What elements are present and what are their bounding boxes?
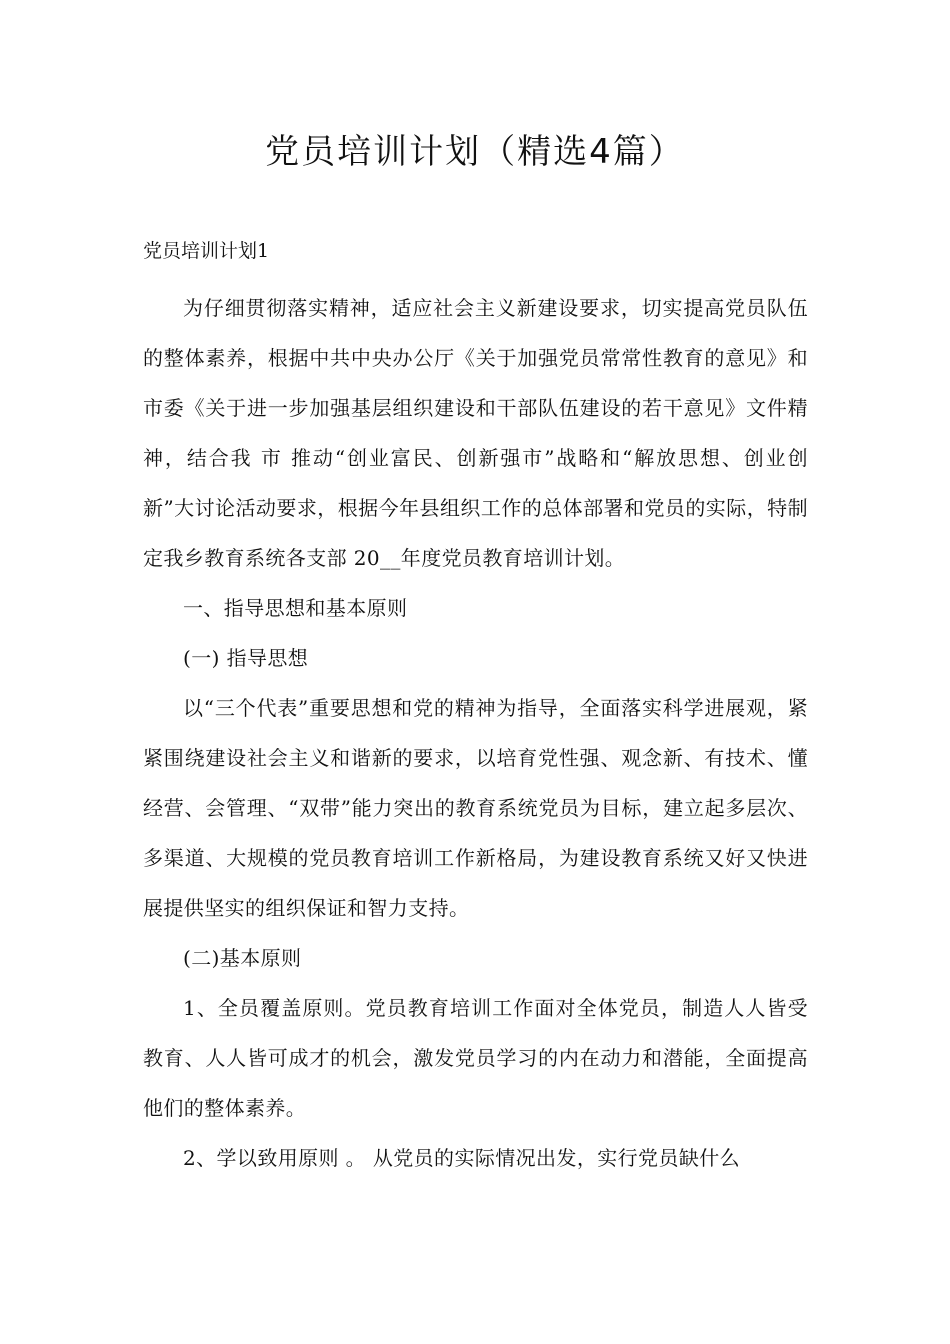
- paragraph-guiding-thought: 以“三个代表”重要思想和党的精神为指导，全面落实科学进展观，紧紧围绕建设社会主义和谐新的要求，以培育党性强、观念新、有技术、懂经营、会管理、“双带”能力突出的教育系统党员为目标，建立起多层次、多渠道、大规模的党员教育培训工作新格局，为建设教育系统又好又快进展提供坚实的组织保证和智力支持。: [143, 696, 808, 920]
- document-title: 党员培训计划（精选4篇）: [265, 132, 685, 172]
- document-body: [143, 283, 808, 1183]
- section-heading: 党员培训计划1: [143, 240, 270, 262]
- paragraph-principle-1: 1、全员覆盖原则。党员教育培训工作面对全体党员，制造人人皆受教育、人人皆可成才的机会，激发党员学习的内在动力和潜能，全面提高他们的整体素养。: [143, 996, 808, 1120]
- subheading-guiding-thought: (一) 指导思想: [183, 646, 309, 670]
- subheading-basic-principles: (二)基本原则: [183, 946, 302, 970]
- paragraph-principle-2: 2、学以致用原则 。 从党员的实际情况出发，实行党员缺什么: [183, 1146, 741, 1170]
- paragraph-intro: 为仔细贯彻落实精神，适应社会主义新建设要求，切实提高党员队伍的整体素养，根据中共中央办公厅《关于加强党员常常性教育的意见》和市委《关于进一步加强基层组织建设和干部队伍建设的若干意见》文件精神，结合我 市 推动“创业富民、创新强市”战略和“解放思想、创业创新”大讨论活动要求，根据今年县组织工作的总体部署和党员的实际，特制定我乡教育系统各支部 20__年度党员教育培训计划。: [143, 296, 808, 570]
- heading-guiding-principles: 一、指导思想和基本原则: [183, 596, 408, 620]
